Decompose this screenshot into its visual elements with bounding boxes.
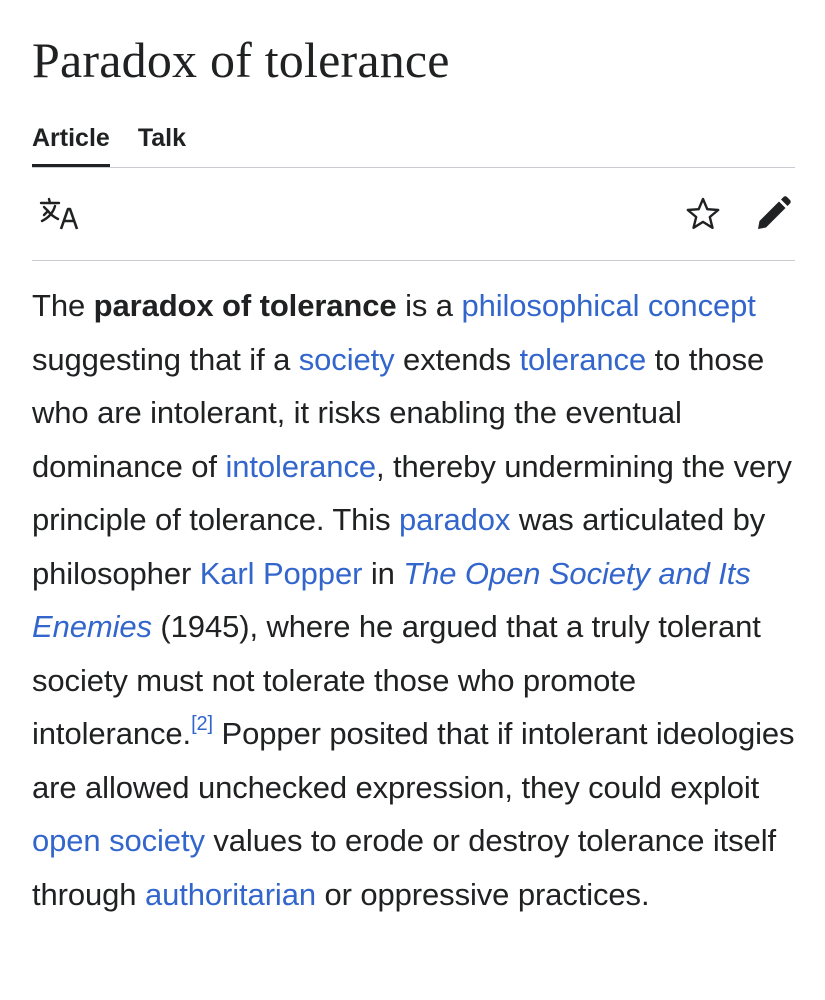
text-run: or oppressive practices. [316, 876, 650, 912]
link-philosophical-concept[interactable]: philosophical concept [461, 288, 756, 323]
link-open-society[interactable]: open society [32, 823, 205, 858]
text-run: was articulated by philosopher [32, 502, 766, 591]
text-run: (1945), where he argued that a truly tolerant society must not tolerate those who promote intolerance. [32, 609, 761, 751]
translate-icon [39, 197, 81, 231]
star-icon [685, 196, 721, 232]
watch-button[interactable] [681, 192, 725, 236]
text-run: Popper posited that if intolerant ideologies are allowed unchecked expression, they could exploit [32, 716, 795, 805]
text-run: is a [396, 288, 462, 323]
citation-link[interactable]: [2] [191, 713, 214, 735]
link-society[interactable]: society [298, 341, 395, 377]
text-run: to those who are intolerant, it risks enabling the eventual dominance of [32, 341, 765, 484]
namespace-tabs [32, 123, 795, 168]
tab-article-label: Article [32, 124, 110, 152]
page-title: Paradox of tolerance [32, 32, 450, 88]
link-karl-popper[interactable]: Karl Popper [199, 555, 363, 591]
tab-talk[interactable] [138, 123, 186, 167]
text-run: extends [394, 341, 520, 377]
lead-paragraph [32, 279, 795, 921]
link-paradox[interactable]: paradox [399, 502, 511, 537]
bold-term: paradox of tolerance [93, 288, 397, 323]
book-title: The Open Society and Its Enemies [32, 555, 751, 644]
text-run: The [32, 288, 94, 323]
tab-article[interactable] [32, 123, 110, 167]
pencil-icon [754, 195, 792, 233]
article-body [32, 279, 795, 921]
link-intolerance[interactable]: intolerance [225, 448, 376, 484]
text-run: , thereby undermining the very principle of tolerance. This [32, 448, 792, 537]
tab-talk-label: Talk [137, 124, 186, 152]
page-actions-toolbar [32, 168, 795, 261]
text-run: in [362, 555, 404, 591]
link-tolerance[interactable]: tolerance [519, 341, 647, 377]
toolbar-right-actions [681, 192, 795, 236]
edit-button[interactable] [751, 192, 795, 236]
text-run: values to erode or destroy tolerance itself through [32, 823, 776, 912]
text-run: suggesting that if a [32, 341, 299, 377]
language-button[interactable] [38, 192, 82, 236]
citation [191, 713, 213, 735]
link-authoritarian[interactable]: authoritarian [144, 876, 316, 912]
